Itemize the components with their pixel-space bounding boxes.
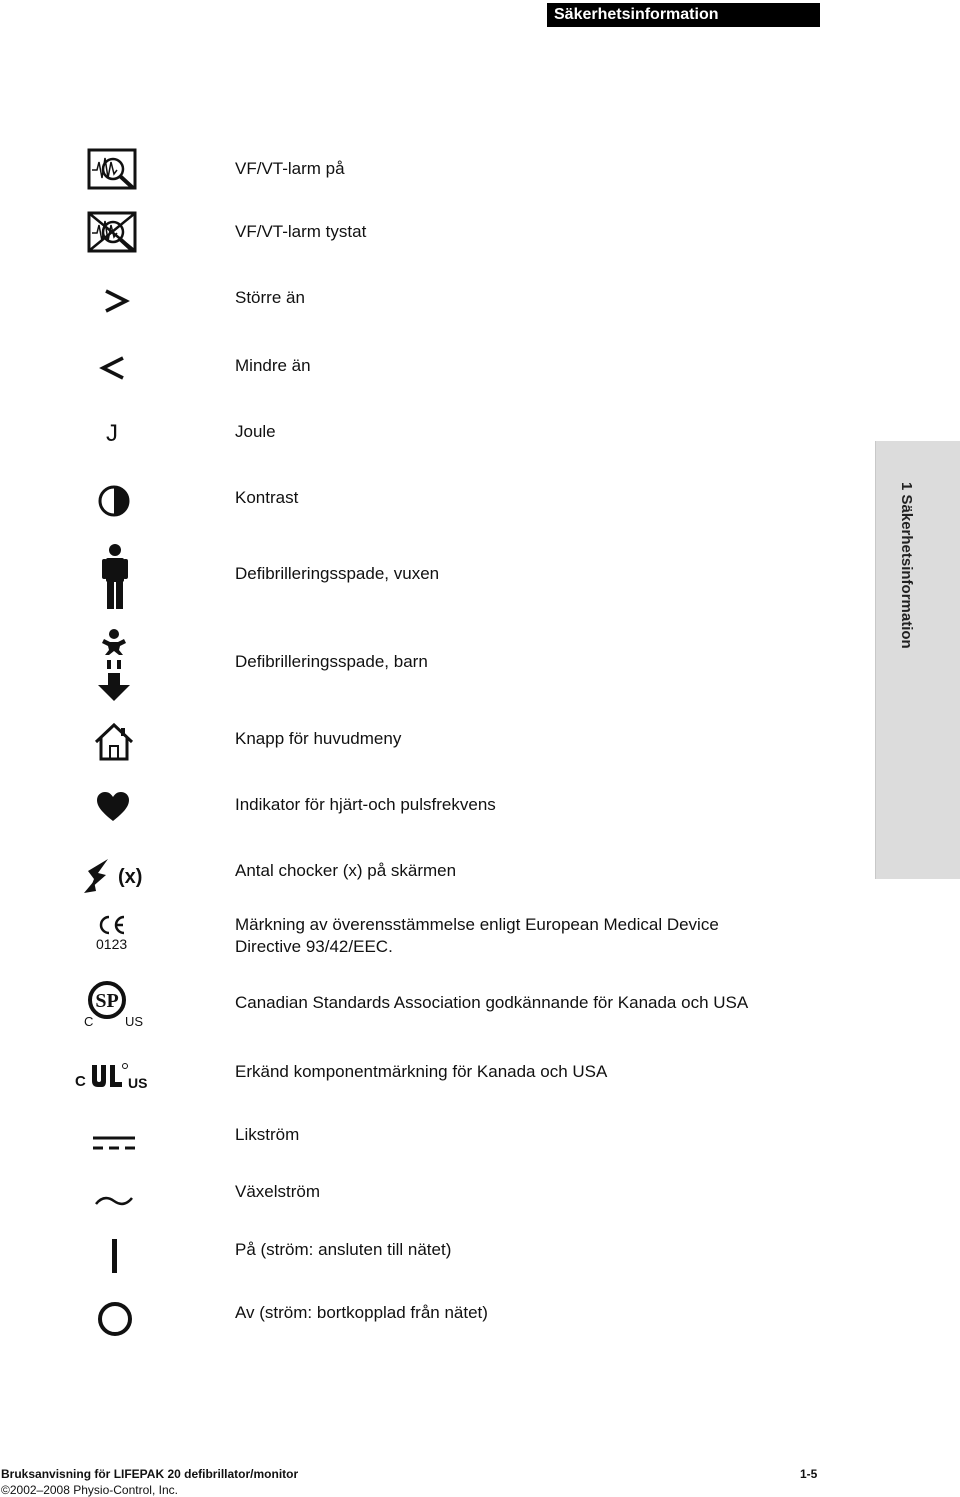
symbol-label: Canadian Standards Association godkännande för Kanada och USA <box>235 993 749 1012</box>
lightning-icon <box>84 857 116 895</box>
footer-manual-title: Bruksanvisning för LIFEPAK 20 defibrillator/monitor <box>1 1467 299 1481</box>
symbol-label: Likström <box>235 1125 300 1144</box>
vf-vt-alarm-on-icon <box>87 148 139 192</box>
symbol-label: Indikator för hjärt-och pulsfrekvens <box>235 795 496 814</box>
ul-us-label: US <box>128 1075 148 1091</box>
csa-c-label: C <box>84 1014 94 1029</box>
page-number: 1-5 <box>800 1467 818 1481</box>
adult-paddle-icon <box>100 543 130 611</box>
direct-current-icon <box>92 1134 136 1152</box>
copyright: ©2002–2008 Physio-Control, Inc. <box>1 1483 178 1497</box>
ce-number: 0123 <box>96 936 128 952</box>
section-header: Säkerhetsinformation <box>547 3 820 27</box>
heart-icon <box>95 791 131 823</box>
less-than-icon <box>99 355 127 381</box>
symbol-label: Erkänd komponentmärkning för Kanada och USA <box>235 1062 608 1081</box>
alternating-current-icon <box>94 1192 134 1210</box>
pediatric-paddle-icon <box>96 627 132 703</box>
symbol-label: Knapp för huvudmeny <box>235 729 402 748</box>
symbol-label: Kontrast <box>235 488 299 507</box>
symbol-label: Växelström <box>235 1182 321 1201</box>
home-icon <box>94 722 134 762</box>
power-off-icon <box>97 1301 133 1337</box>
symbol-label: VF/VT-larm tystat <box>235 222 367 241</box>
ce-mark-icon <box>97 914 127 936</box>
vf-vt-alarm-silenced-icon <box>87 211 139 255</box>
chapter-side-tab <box>875 441 960 879</box>
ul-c-label: C <box>75 1073 86 1090</box>
symbol-label: VF/VT-larm på <box>235 159 345 178</box>
chapter-side-tab-label: 1 Säkerhetsinformation <box>898 482 915 649</box>
symbol-label: Defibrilleringsspade, barn <box>235 652 428 671</box>
symbol-label: Antal chocker (x) på skärmen <box>235 861 457 880</box>
greater-than-icon <box>102 288 130 314</box>
symbol-label: Märkning av överensstämmelse enligt European Medical Device <box>235 915 719 934</box>
symbol-label: Defibrilleringsspade, vuxen <box>235 564 440 583</box>
shock-count-icon: (x) <box>118 866 143 888</box>
csa-us-label: US <box>125 1014 144 1029</box>
contrast-icon <box>97 484 131 518</box>
symbol-label: Mindre än <box>235 356 311 375</box>
symbol-label: Directive 93/42/EEC. <box>235 937 393 956</box>
csa-mark-icon <box>87 980 127 1020</box>
joule-icon: J <box>106 420 118 447</box>
symbol-label: Större än <box>235 288 305 307</box>
ul-recognized-icon <box>86 1061 130 1091</box>
symbol-label: Av (ström: bortkopplad från nätet) <box>235 1303 488 1322</box>
symbol-label: Joule <box>235 422 276 441</box>
svg-text:SP: SP <box>95 990 119 1012</box>
symbol-label: På (ström: ansluten till nätet) <box>235 1240 452 1259</box>
power-on-icon <box>111 1238 119 1274</box>
